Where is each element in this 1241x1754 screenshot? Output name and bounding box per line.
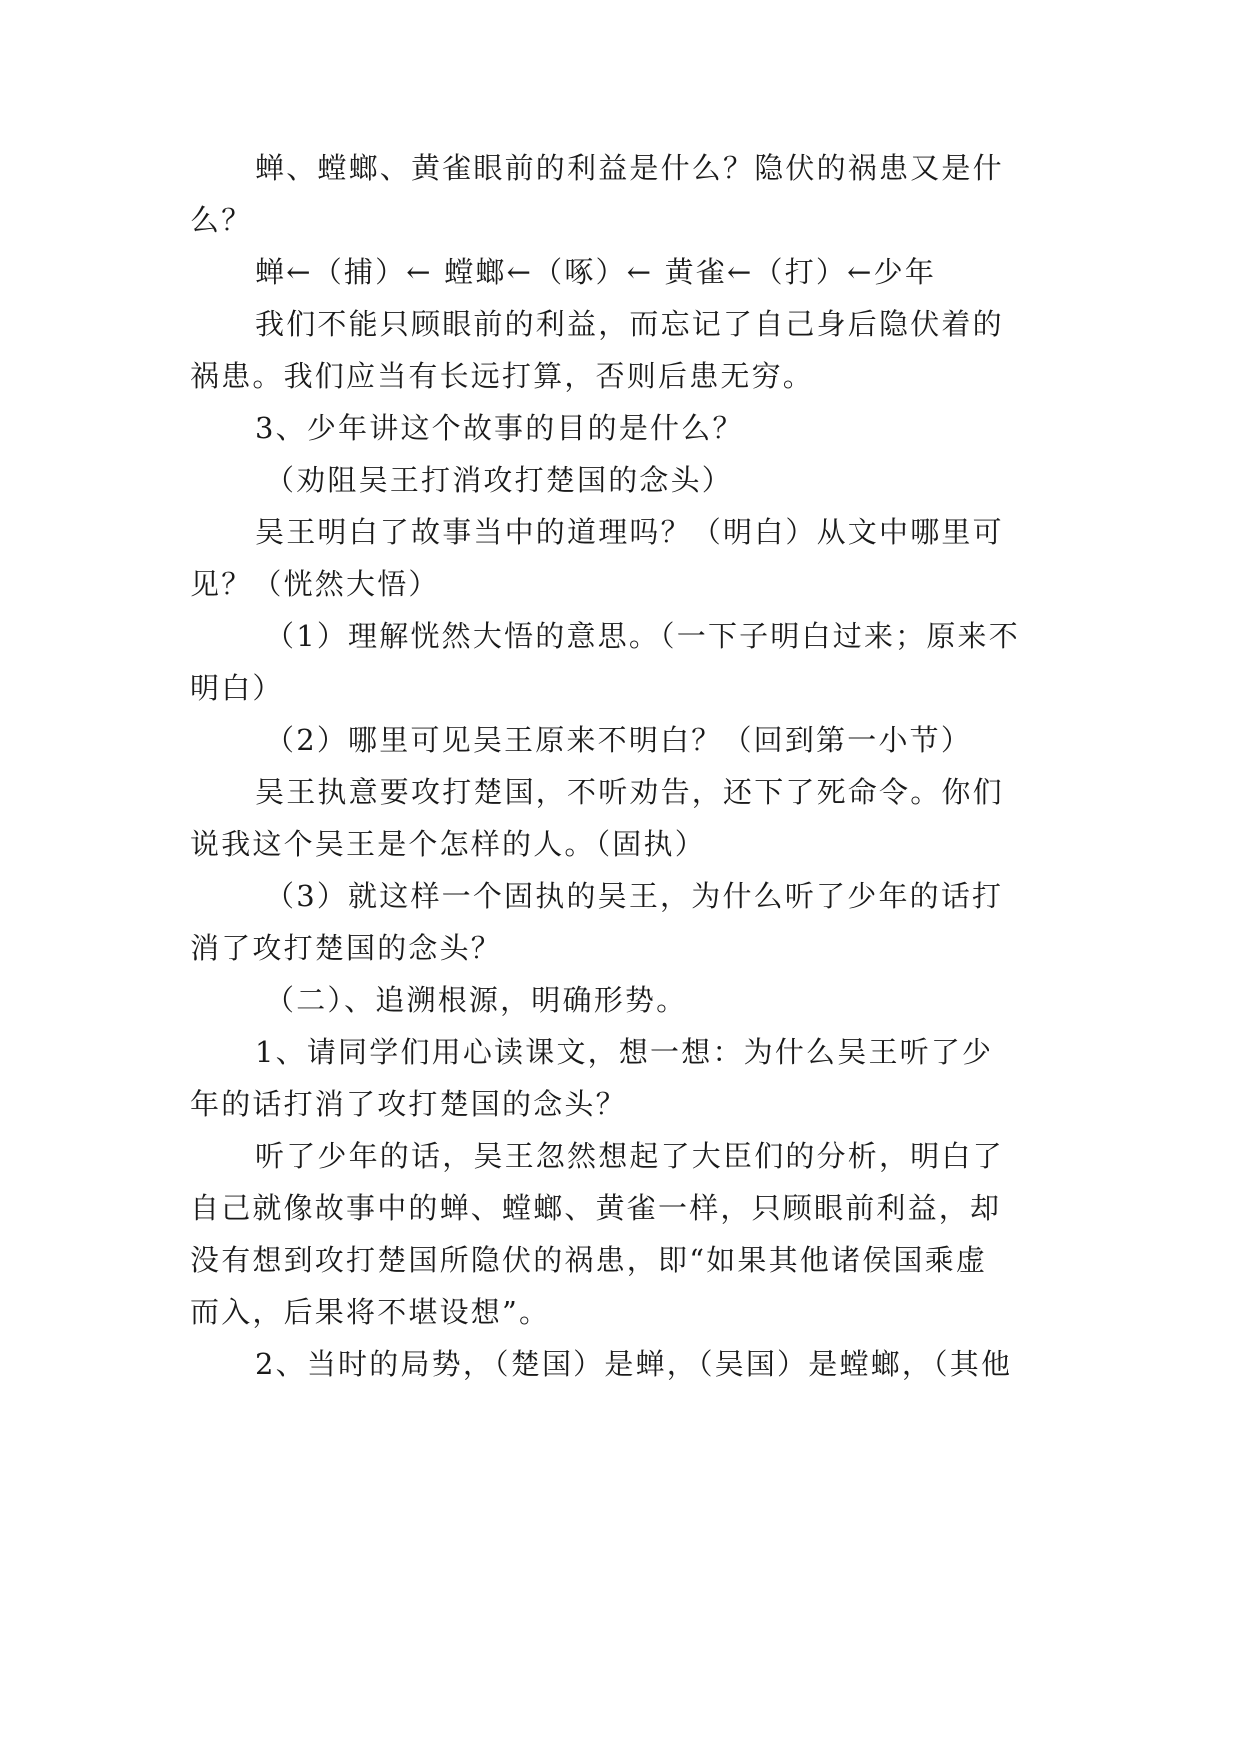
paragraph-line: 消了攻打楚国的念头？ xyxy=(190,931,503,965)
arrow-chain-line: 蝉←（捕）← 螳螂←（啄）← 黄雀←（打）←少年 xyxy=(255,255,937,289)
paragraph-line: 自己就像故事中的蝉、螳螂、黄雀一样，只顾眼前利益，却 xyxy=(190,1191,1002,1225)
paragraph-line: 蝉、螳螂、黄雀眼前的利益是什么？隐伏的祸患又是什 xyxy=(255,151,1004,185)
paragraph-line: 听了少年的话，吴王忽然想起了大臣们的分析，明白了 xyxy=(255,1139,1004,1173)
paragraph-line: 说我这个吴王是个怎样的人。（固执） xyxy=(190,827,706,861)
paragraph-line: 吴王执意要攻打楚国，不听劝告，还下了死命令。你们 xyxy=(255,775,1004,809)
paragraph-line: 祸患。我们应当有长远打算，否则后患无穷。 xyxy=(190,359,815,393)
question-line: 1、请同学们用心读课文，想一想：为什么吴王听了少 xyxy=(255,1035,994,1069)
section-heading: （二）、追溯根源，明确形势。 xyxy=(265,983,688,1017)
paragraph-line: 么？ xyxy=(190,203,253,237)
paragraph-line: 吴王明白了故事当中的道理吗？（明白）从文中哪里可 xyxy=(255,515,1004,549)
numbered-item-line: （1）理解恍然大悟的意思。（一下子明白过来；原来不 xyxy=(265,619,1020,653)
paragraph-line: 没有想到攻打楚国所隐伏的祸患，即“如果其他诸侯国乘虚 xyxy=(190,1243,988,1277)
numbered-item-line: （2）哪里可见吴王原来不明白？（回到第一小节） xyxy=(265,723,973,757)
paragraph-line: 见？（恍然大悟） xyxy=(190,567,440,601)
paragraph-line: 年的话打消了攻打楚国的念头？ xyxy=(190,1087,627,1121)
question-line: 2、当时的局势，（楚国）是蝉，（吴国）是螳螂，（其他 xyxy=(255,1347,1013,1381)
numbered-item-line: （3）就这样一个固执的吴王，为什么听了少年的话打 xyxy=(265,879,1004,913)
answer-line: （劝阻吴王打消攻打楚国的念头） xyxy=(265,463,734,497)
paragraph-line: 而入，后果将不堪设想”。 xyxy=(190,1295,551,1329)
paragraph-line: 我们不能只顾眼前的利益，而忘记了自己身后隐伏着的 xyxy=(255,307,1004,341)
paragraph-line: 明白） xyxy=(190,671,284,705)
question-line: 3、少年讲这个故事的目的是什么？ xyxy=(255,411,744,445)
